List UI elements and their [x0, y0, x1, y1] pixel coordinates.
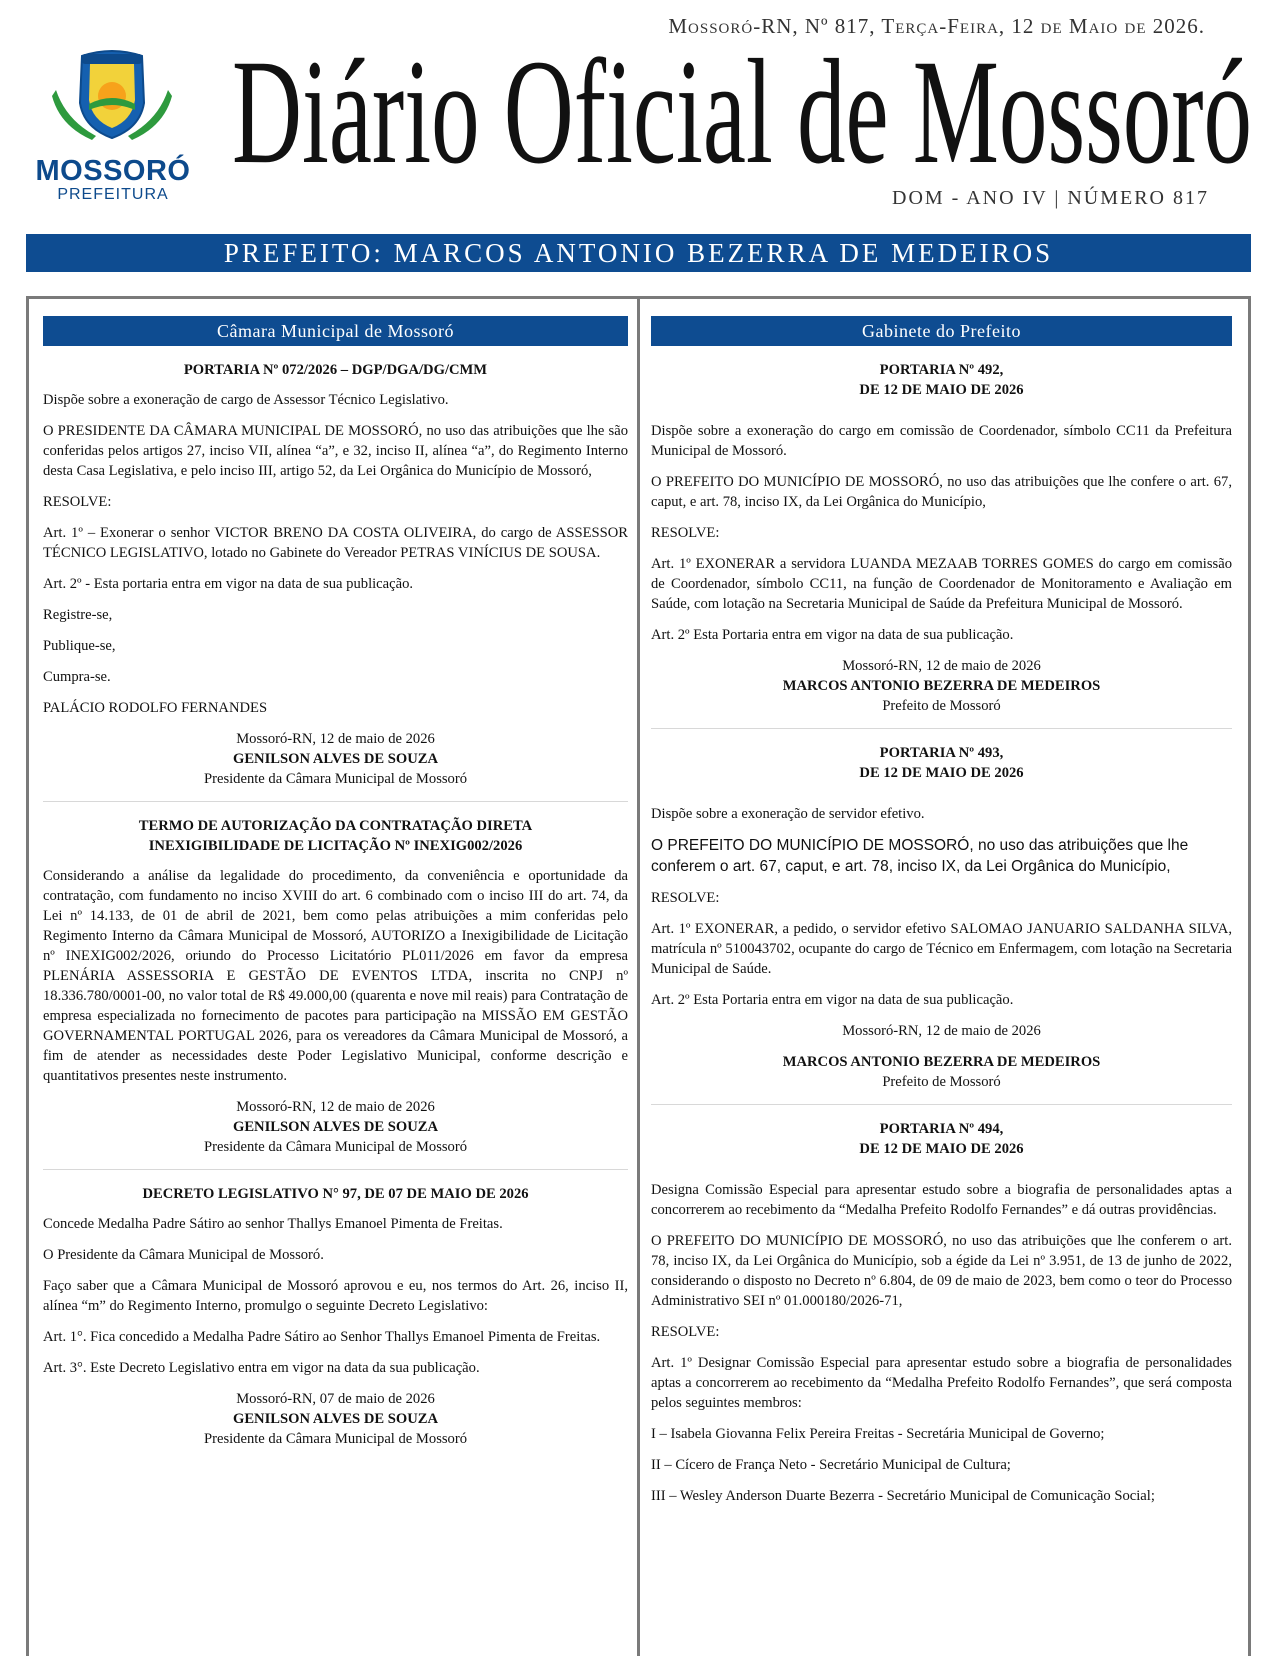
right-column: [651, 316, 1232, 1517]
document-title-line-2: DE 12 DE MAIO DE 2026: [859, 1141, 1024, 1157]
preamble: O PREFEITO DO MUNICÍPIO DE MOSSORÓ, no uso das atribuições que lhe conferem o art. 78, inciso IX, da Lei Orgânica do Município, sob a égide da Lei nº 3.951, de 13 de junho de 2022, considerando o disposto no Decreto nº 6.804, de 09 de maio de 2023, bem como o teor do Processo Administrativo SEI nº 01.000180/2026-71,: [651, 1233, 1232, 1309]
section-header-gabinete: Gabinete do Prefeito: [651, 316, 1232, 346]
logo-subtitle: PREFEITURA: [57, 186, 169, 203]
left-column: [43, 316, 628, 1449]
masthead-title-text: Diário Oficial de Mossoró: [232, 40, 1252, 175]
signer-role: Prefeito de Mossoró: [882, 698, 1001, 714]
member-item: III – Wesley Anderson Duarte Bezerra - Secretário Municipal de Comunicação Social;: [651, 1488, 1155, 1504]
summary: Dispõe sobre a exoneração de servidor efetivo.: [651, 806, 925, 822]
mossoro-logo: [22, 48, 204, 208]
article-2: Art. 2º - Esta portaria entra em vigor na data de sua publicação.: [43, 576, 414, 592]
member-item: II – Cícero de França Neto - Secretário Municipal de Cultura;: [651, 1457, 1011, 1473]
section-header-camara: Câmara Municipal de Mossoró: [43, 316, 628, 346]
resolve-label: RESOLVE:: [651, 1324, 720, 1340]
signer-name: GENILSON ALVES DE SOUZA: [232, 1411, 439, 1427]
article-1: Art. 1º EXONERAR a servidora LUANDA MEZAAB TORRES GOMES do cargo em comissão de Coordenador, símbolo CC11, na função de Coordenador de Monitoramento e Avaliação em Saúde, com lotação na Secretaria Municipal de Saúde da Prefeitura Municipal de Mossoró.: [651, 556, 1232, 612]
document-title-line-1: PORTARIA Nº 494,: [879, 1121, 1004, 1137]
resolve-label: RESOLVE:: [651, 525, 720, 541]
preamble: O PREFEITO DO MUNICÍPIO DE MOSSORÓ, no uso das atribuições que lhe conferem o art. 67, caput, e art. 78, inciso IX, da Lei Orgânica do Município,: [651, 837, 1189, 875]
document-title-line-2: DE 12 DE MAIO DE 2026: [859, 765, 1024, 781]
signer-role: Presidente da Câmara Municipal de Mossoró: [203, 1139, 468, 1155]
portaria-493: [651, 743, 1232, 1092]
signer-role: Presidente da Câmara Municipal de Mossoró: [203, 1431, 468, 1447]
resolve-label: RESOLVE:: [43, 494, 112, 510]
summary: Designa Comissão Especial para apresentar estudo sobre a biografia de personalidades aptas a concorrerem ao recebimento da “Medalha Prefeito Rodolfo Fernandes” e dá outras providências.: [651, 1182, 1232, 1218]
decreto-legislativo-97: [43, 1184, 628, 1449]
resolve-label: RESOLVE:: [651, 890, 720, 906]
summary: Dispõe sobre a exoneração do cargo em comissão de Coordenador, símbolo CC11 da Prefeitura Municipal de Mossoró.: [651, 423, 1232, 459]
document-title-line-1: PORTARIA Nº 492,: [879, 362, 1004, 378]
summary: Dispõe sobre a exoneração de cargo de Assessor Técnico Legislativo.: [43, 392, 449, 408]
divider: [651, 1104, 1232, 1105]
cumpra-line: Cumpra-se.: [43, 669, 111, 685]
divider: [43, 1169, 628, 1170]
signer-name: GENILSON ALVES DE SOUZA: [232, 751, 439, 767]
logo-name: MOSSORÓ: [35, 155, 191, 187]
preamble: O PRESIDENTE DA CÂMARA MUNICIPAL DE MOSSORÓ, no uso das atribuições que lhe são conferidas pelos artigos 27, inciso VII, alínea “a”, e 32, inciso II, alínea “a”, do Regimento Interno desta Casa Legislativa, e pelo inciso III, artigo 52, da Lei Orgânica do Município de Mossoró,: [43, 423, 628, 479]
article-1: Art. 1º EXONERAR, a pedido, o servidor efetivo SALOMAO JANUARIO SALDANHA SILVA, matrícula nº 510043702, ocupante do cargo de Técnico em Enfermagem, com lotação na Secretaria Municipal de Saúde.: [651, 921, 1232, 977]
article-2: Art. 2º Esta Portaria entra em vigor na data de sua publicação.: [651, 627, 1014, 643]
termo-autorizacao: [43, 816, 628, 1157]
frame-right-border: [1248, 296, 1251, 1656]
portaria-494: [651, 1119, 1232, 1506]
registre-line: Registre-se,: [43, 607, 113, 623]
document-title: PORTARIA Nº 072/2026 – DGP/DGA/DG/CMM: [183, 362, 488, 378]
article-1: Art. 1º – Exonerar o senhor VICTOR BRENO DA COSTA OLIVEIRA, do cargo de ASSESSOR TÉCNICO LEGISLATIVO, lotado no Gabinete do Vereador PETRAS VINÍCIUS DE SOUSA.: [43, 525, 628, 561]
signature-date: Mossoró-RN, 12 de maio de 2026: [236, 1099, 435, 1115]
portaria-492: [651, 360, 1232, 716]
document-title-line-1: TERMO DE AUTORIZAÇÃO DA CONTRATAÇÃO DIRETA: [138, 818, 533, 834]
palacio-line: PALÁCIO RODOLFO FERNANDES: [43, 700, 268, 716]
signer-name: GENILSON ALVES DE SOUZA: [232, 1119, 439, 1135]
signature-date: Mossoró-RN, 12 de maio de 2026: [236, 731, 435, 747]
body-text: Faço saber que a Câmara Municipal de Mossoró aprovou e eu, nos termos do Art. 26, inciso II, alínea “m” do Regimento Interno, promulgo o seguinte Decreto Legislativo:: [43, 1278, 628, 1314]
signer-role: Prefeito de Mossoró: [882, 1074, 1001, 1090]
article-1: Art. 1°. Fica concedido a Medalha Padre Sátiro ao Senhor Thallys Emanoel Pimenta de Freitas.: [43, 1329, 601, 1345]
column-divider: [637, 296, 640, 1656]
document-title-line-1: PORTARIA Nº 493,: [879, 745, 1004, 761]
mayor-banner: PREFEITO: MARCOS ANTONIO BEZERRA DE MEDEIROS: [26, 234, 1251, 272]
publique-line: Publique-se,: [43, 638, 116, 654]
divider: [43, 801, 628, 802]
summary: Concede Medalha Padre Sátiro ao senhor Thallys Emanoel Pimenta de Freitas.: [43, 1216, 503, 1232]
portaria-072: [43, 360, 628, 789]
body-text: Considerando a análise da legalidade do procedimento, da conveniência e oportunidade da contratação, com fundamento no inciso XVIII do art. 6 combinado com o inciso III do art. 74, da Lei nº 14.133, de 01 de abril de 2021, bem como pelas atribuições a mim conferidas pelo Regimento Interno da Câmara Municipal de Mossoró, AUTORIZO a Inexigibilidade de Licitação nº INEXIG002/2026, oriundo do Processo Licitatório PL011/2026 em favor da empresa PLENÁRIA ASSESSORIA E GESTÃO DE EVENTOS LTDA, inscrita no CNPJ nº 18.336.780/0001-00, no valor total de R$ 49.000,00 (quarenta e nove mil reais) para Contratação de empresa especializada no fornecimento de pacotes para participação na MISSÃO EM GESTÃO GOVERNAMENTAL PORTUGAL 2026, para os vereadores da Câmara Municipal de Mossoró, a fim de atender as necessidades deste Poder Legislativo Municipal, conforme descrição e quantitativos presentes neste instrumento.: [43, 868, 628, 1084]
signer-name: MARCOS ANTONIO BEZERRA DE MEDEIROS: [782, 678, 1101, 694]
signature-date: Mossoró-RN, 12 de maio de 2026: [842, 658, 1041, 674]
signature-date: Mossoró-RN, 07 de maio de 2026: [236, 1391, 435, 1407]
masthead-title: [232, 40, 1252, 175]
member-item: I – Isabela Giovanna Felix Pereira Freitas - Secretária Municipal de Governo;: [651, 1426, 1105, 1442]
preamble: O Presidente da Câmara Municipal de Mossoró.: [43, 1247, 324, 1263]
signer-role: Presidente da Câmara Municipal de Mossoró: [203, 771, 468, 787]
dateline: Mossoró-RN, Nº 817, Terça-Feira, 12 de Maio de 2026.: [668, 14, 1205, 38]
article-1: Art. 1º Designar Comissão Especial para apresentar estudo sobre a biografia de personalidades aptas a concorrerem ao recebimento da “Medalha Prefeito Rodolfo Fernandes”, que será composta pelos seguintes membros:: [651, 1355, 1232, 1411]
article-2: Art. 2º Esta Portaria entra em vigor na data de sua publicação.: [651, 992, 1014, 1008]
edition-number: DOM - ANO IV | NÚMERO 817: [892, 187, 1209, 209]
document-title: DECRETO LEGISLATIVO N° 97, DE 07 DE MAIO DE 2026: [142, 1186, 529, 1202]
shield-emblem-icon: [52, 48, 172, 148]
preamble: O PREFEITO DO MUNICÍPIO DE MOSSORÓ, no uso das atribuições que lhe confere o art. 67, caput, e art. 78, inciso IX, da Lei Orgânica do Município,: [651, 474, 1232, 510]
signer-name: MARCOS ANTONIO BEZERRA DE MEDEIROS: [782, 1054, 1101, 1070]
article-3: Art. 3°. Este Decreto Legislativo entra em vigor na data da sua publicação.: [43, 1360, 480, 1376]
divider: [651, 728, 1232, 729]
document-title-line-2: INEXIGIBILIDADE DE LICITAÇÃO Nº INEXIG002/2026: [148, 838, 523, 854]
signature-date: Mossoró-RN, 12 de maio de 2026: [842, 1023, 1041, 1039]
document-title-line-2: DE 12 DE MAIO DE 2026: [859, 382, 1024, 398]
frame-left-border: [26, 296, 29, 1656]
